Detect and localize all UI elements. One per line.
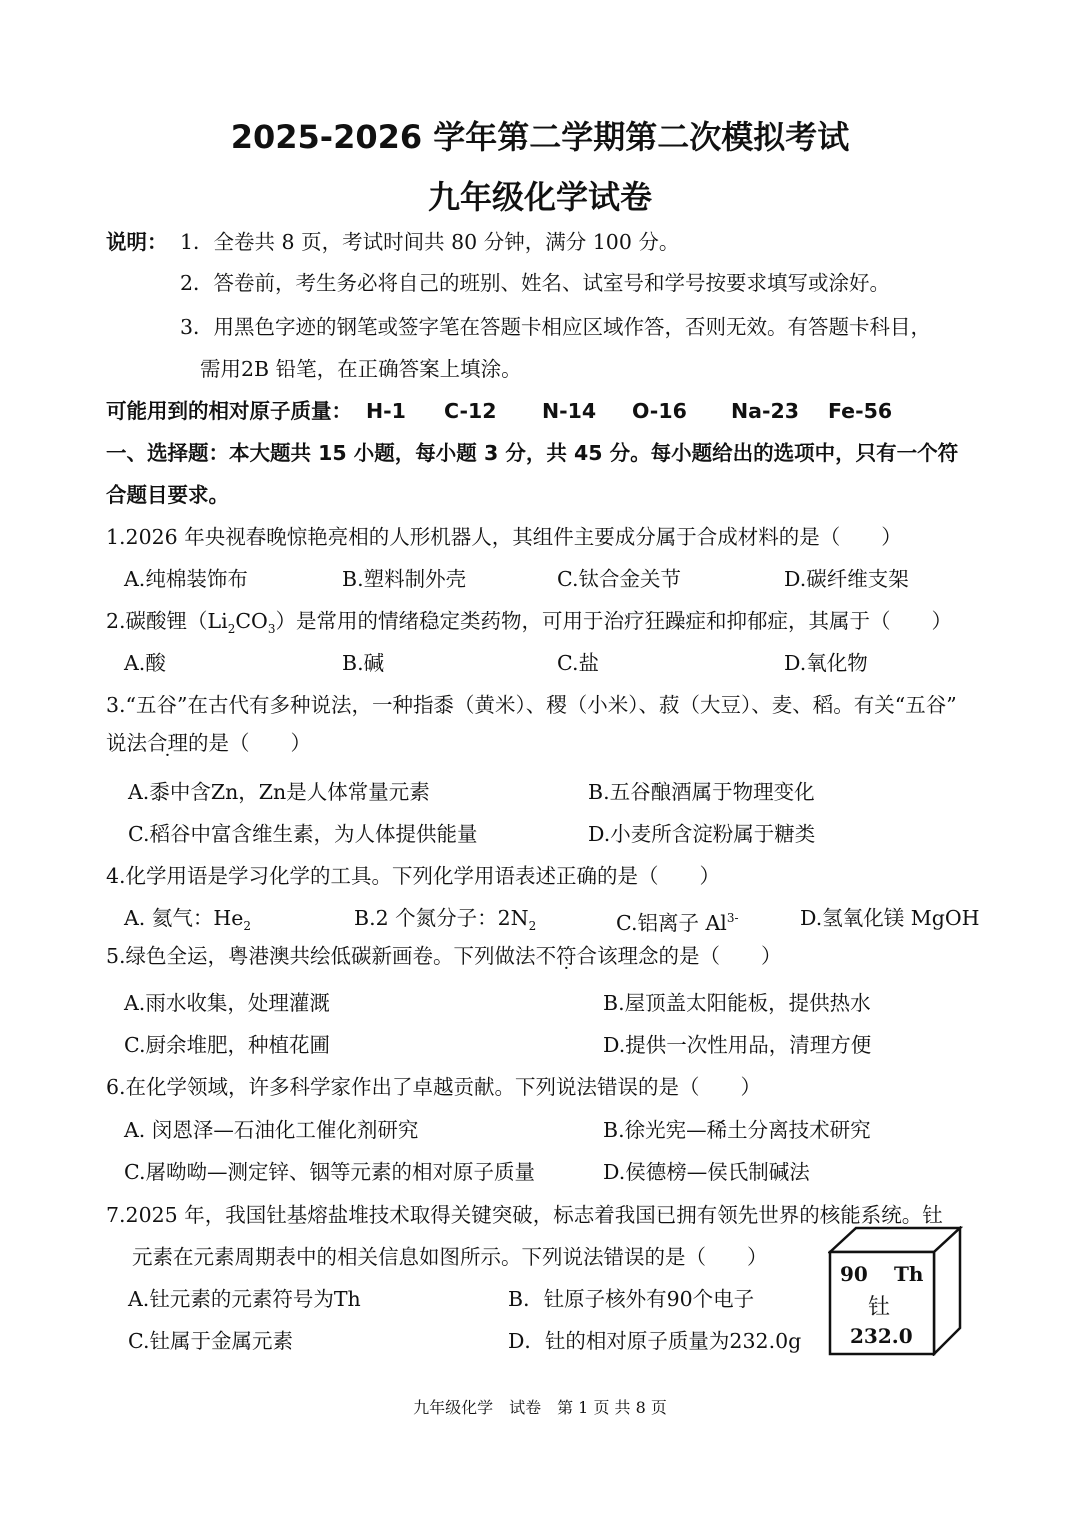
- q6-option-b: B.徐光宪—稀土分离技术研究: [603, 1118, 871, 1142]
- q4-option-b: B.2 个氮分子：$2N_2$: [354, 906, 537, 934]
- q6-option-d: D.侯德榜—侯氏制碱法: [603, 1160, 810, 1184]
- q4-option-d: D.氢氧化镁 MgOH: [800, 906, 980, 930]
- q2-option-d: D.氧化物: [784, 651, 868, 675]
- atomic-mass-c: C-12: [444, 399, 497, 423]
- element-atomic-mass: 232.0: [850, 1324, 913, 1348]
- question-6-stem: 6.在化学领域，许多科学家作出了卓越贡献。下列说法错误的是（ ）: [106, 1075, 762, 1099]
- atomic-mass-label: 可能用到的相对原子质量：: [106, 399, 352, 423]
- question-3-stem: 3.“五谷”在古代有多种说法，一种指黍（黄米）、稷（小米）、菽（大豆）、麦、稻。有关“五谷”: [106, 693, 957, 717]
- q5-option-a: A.雨水收集，处理灌溉: [124, 991, 330, 1015]
- note-1: 1．全卷共 8 页，考试时间共 80 分钟，满分 100 分。: [180, 230, 680, 254]
- atomic-mass-n: N-14: [542, 399, 597, 423]
- element-name: 钍: [868, 1295, 891, 1320]
- notes-label: 说明：: [106, 230, 168, 254]
- note-3: 3．用黑色字迹的钢笔或签字笔在答题卡相应区域作答，否则无效。有答题卡科目，: [180, 315, 932, 339]
- q3-option-a: A.黍中含Zn，Zn是人体常量元素: [128, 780, 430, 804]
- question-7-stem: 7.2025 年，我国钍基熔盐堆技术取得关键突破，标志着我国已拥有领先世界的核能系统。钍: [106, 1203, 943, 1227]
- page-title: 2025-2026 学年第二学期第二次模拟考试: [230, 118, 850, 156]
- section-heading-cont: 合题目要求。: [106, 483, 229, 507]
- q6-option-a: A. 闵恩泽—石油化工催化剂研究: [124, 1118, 419, 1142]
- question-3-stem-cont: 说法合理的是（ ）: [106, 731, 311, 755]
- atomic-mass-h: H-1: [366, 399, 406, 423]
- question-7-stem-cont: 元素在元素周期表中的相关信息如图所示。下列说法错误的是（ ）: [132, 1245, 768, 1269]
- note-2: 2．答卷前，考生务必将自己的班别、姓名、试室号和学号按要求填写或涂好。: [180, 271, 891, 295]
- q7-option-c: C.钍属于金属元素: [128, 1329, 293, 1353]
- atomic-mass-na: Na-23: [731, 399, 800, 423]
- q1-option-a: A.纯棉装饰布: [124, 567, 248, 591]
- element-card-thorium: [828, 1226, 964, 1356]
- element-symbol: Th: [894, 1262, 924, 1286]
- atomic-mass-o: O-16: [632, 399, 687, 423]
- q5-option-b: B.屋顶盖太阳能板，提供热水: [603, 991, 871, 1015]
- q7-option-b: B．钍原子核外有90个电子: [508, 1287, 755, 1311]
- q1-option-c: C.钛合金关节: [557, 567, 681, 591]
- atomic-mass-fe: Fe-56: [828, 399, 893, 423]
- q4-option-c: C.铝离子 $Al^{3-}$: [616, 910, 739, 935]
- section-heading: 一、选择题：本大题共 15 小题，每小题 3 分，共 45 分。每小题给出的选项中，只有一个符: [106, 441, 959, 465]
- q2-option-b: B.碱: [342, 651, 385, 675]
- question-5-stem: 5.绿色全运，粤港澳共绘低碳新画卷。下列做法不符合该理念的是（ ）: [106, 944, 782, 968]
- q2-option-a: A.酸: [124, 651, 166, 675]
- q7-option-a: A.钍元素的元素符号为Th: [128, 1287, 361, 1311]
- q3-option-b: B.五谷酿酒属于物理变化: [588, 780, 815, 804]
- page-subtitle: 九年级化学试卷: [427, 178, 652, 216]
- q5-option-d: D.提供一次性用品，清理方便: [603, 1033, 872, 1057]
- question-2-stem: 2.碳酸锂$(Li_2CO_3)$是常用的情绪稳定类药物，可用于治疗狂躁症和抑郁症，其属于（ ）: [106, 609, 953, 637]
- q3-option-c: C.稻谷中富含维生素，为人体提供能量: [128, 822, 478, 846]
- q3-option-d: D.小麦所含淀粉属于糖类: [588, 822, 816, 846]
- question-4-stem: 4.化学用语是学习化学的工具。下列化学用语表述正确的是（ ）: [106, 864, 721, 888]
- q1-option-b: B.塑料制外壳: [342, 567, 467, 591]
- q2-option-c: C.盐: [557, 651, 599, 675]
- q7-option-d: D．钍的相对原子质量为232.0g: [508, 1329, 802, 1353]
- q5-option-c: C.厨余堆肥，种植花圃: [124, 1033, 330, 1057]
- q1-option-d: D.碳纤维支架: [784, 567, 909, 591]
- question-1-stem: 1.2026 年央视春晚惊艳亮相的人形机器人，其组件主要成分属于合成材料的是（ ）: [106, 525, 902, 549]
- q4-option-a: A. 氦气：$He_2$: [124, 906, 251, 934]
- note-3-cont: 需用2B 铅笔，在正确答案上填涂。: [200, 357, 522, 381]
- element-atomic-number: 90: [840, 1262, 868, 1286]
- page-footer: 九年级化学 试卷 第 1 页 共 8 页: [413, 1398, 667, 1417]
- q6-option-c: C.屠呦呦—测定锌、铟等元素的相对原子质量: [124, 1160, 535, 1184]
